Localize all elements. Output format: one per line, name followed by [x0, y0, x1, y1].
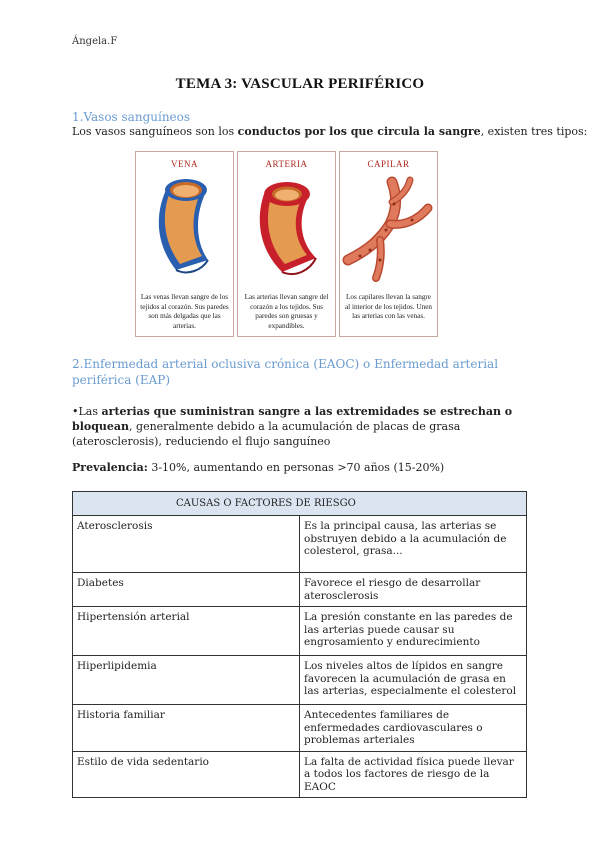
- table-header: CAUSAS O FACTORES DE RIESGO: [73, 492, 527, 516]
- section1-text: Los vasos sanguíneos son los conductos por los que circula la sangre, existen tres tipos:: [72, 125, 588, 138]
- section1-heading: 1.Vasos sanguíneos: [72, 110, 191, 124]
- risk-factor-name: Hiperlipidemia: [73, 656, 300, 705]
- artery-illustration: [238, 152, 337, 292]
- prevalence-value: 3-10%, aumentando en personas >70 años (15-20%): [147, 461, 445, 474]
- prevalence-line: [72, 461, 444, 474]
- section2-heading: 2.Enfermedad arterial oclusiva crónica (EAOC) o Enfermedad arterial periférica (EAP): [72, 357, 499, 387]
- artery-caption: Las arterias llevan sangre del corazón a los tejidos. Sus paredes son gruesas y expandibles.: [244, 293, 329, 330]
- risk-factor-name: Aterosclerosis: [73, 516, 300, 573]
- table-row: [73, 751, 527, 798]
- author-name: Ángela.F: [72, 36, 118, 47]
- risk-factor-description: Antecedentes familiares de enfermedades cardiovasculares o problemas arteriales: [300, 705, 527, 752]
- risk-factor-name: Hipertensión arterial: [73, 607, 300, 656]
- table-row: [73, 516, 527, 573]
- artery-panel: [237, 151, 336, 337]
- table-row: [73, 656, 527, 705]
- risk-factor-description: La falta de actividad física puede llevar a todos los factores de riesgo de la EAOC: [300, 751, 527, 798]
- risk-factor-description: Favorece el riesgo de desarrollar aterosclerosis: [300, 573, 527, 607]
- vein-panel: [135, 151, 234, 337]
- risk-factor-description: La presión constante en las paredes de las arterias puede causar su engrosamiento y endurecimiento: [300, 607, 527, 656]
- vein-caption: Las venas llevan sangre de los tejidos al corazón. Sus paredes son más delgadas que las arterias.: [140, 293, 229, 330]
- blood-vessels-figure: [135, 151, 438, 337]
- risk-factor-name: Diabetes: [73, 573, 300, 607]
- capillary-title: CAPILAR: [367, 159, 410, 169]
- section2-text: •Las arterias que suministran sangre a las extremidades se estrechan o bloquean, generalmente debido a la acumulación de placas de grasa (aterosclerosis), reduciendo el flujo sanguíneo: [72, 405, 513, 448]
- page-title: TEMA 3: VASCULAR PERIFÉRICO: [175, 76, 425, 92]
- vein-title: VENA: [171, 159, 198, 169]
- table-row: [73, 607, 527, 656]
- risk-factor-description: Los niveles altos de lípidos en sangre favorecen la acumulación de grasa en las arterias, especialmente el colesterol: [300, 656, 527, 705]
- risk-factor-description: Es la principal causa, las arterias se obstruyen debido a la acumulación de colesterol, grasa...: [300, 516, 527, 573]
- capillary-panel: [339, 151, 438, 337]
- table-row: [73, 705, 527, 752]
- risk-factor-name: Estilo de vida sedentario: [73, 751, 300, 798]
- capillary-illustration: [340, 152, 439, 292]
- capillary-caption: Los capilares llevan la sangre al interior de los tejidos. Unen las arterias con las venas.: [344, 293, 433, 320]
- artery-title: ARTERIA: [265, 159, 308, 169]
- vein-illustration: [136, 152, 235, 292]
- prevalence-label: Prevalencia:: [72, 461, 148, 474]
- table-row: [73, 573, 527, 607]
- risk-factors-table: [72, 491, 527, 798]
- risk-factor-name: Historia familiar: [73, 705, 300, 752]
